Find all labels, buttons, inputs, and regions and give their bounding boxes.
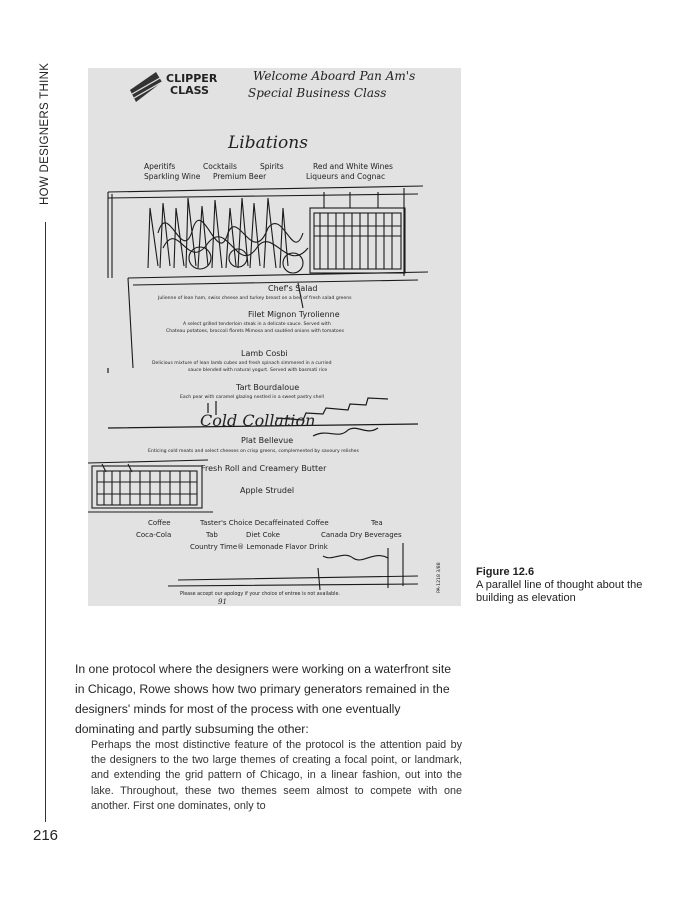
cold-collation: Cold Collation <box>200 411 316 430</box>
block-quote: Perhaps the most distinctive feature of the protocol is the attention paid by the designers to the two large themes of creating a focal point, or landmark, and extending the grid pattern of Chicago, in a linear fashion, out into the lake. Throughout, these two themes seem almost to compete with one another. First one dominates, only to <box>91 739 462 812</box>
apple-strudel: Apple Strudel <box>240 486 295 495</box>
bev-tab: Tab <box>206 531 218 539</box>
plat-desc: Enticing cold meats and select cheeses on crisp greens, complemented by savoury relishes <box>148 449 359 454</box>
bev-decaf: Taster's Choice Decaffeinated Coffee <box>200 519 329 527</box>
bev-dietcoke: Diet Coke <box>246 531 280 539</box>
plat-bellevue: Plat Bellevue <box>241 436 294 445</box>
lamb-desc-1: Delicious mixture of lean lamb cubes and fresh spinach simmered in a curried <box>152 361 332 366</box>
figure-label: Figure 12.6 <box>476 566 535 578</box>
logo-line-2: CLASS <box>170 84 209 97</box>
bev-canadadry: Canada Dry Beverages <box>321 531 402 539</box>
tart-desc: Each pear with caramel glazing nestled in a sweet pastry shell <box>180 395 324 400</box>
filet-mignon: Filet Mignon Tyrolienne <box>248 310 340 319</box>
welcome-line-2: Special Business Class <box>248 86 387 100</box>
apology-note: Please accept our apology if your choice of entree is not available. <box>180 592 340 597</box>
lamb: Lamb Cosbi <box>241 349 288 358</box>
filet-desc-1: A select grilled tenderloin steak in a delicate sauce. Served with <box>183 322 331 327</box>
bev-tea: Tea <box>371 519 383 527</box>
figure-image <box>88 68 461 606</box>
filet-desc-2: Chateau potatoes, broccoli florets Mimosa and sautéed onions with tomatoes <box>166 329 344 334</box>
drink-sparkling: Sparkling Wine <box>144 172 201 181</box>
figure-caption <box>476 566 676 605</box>
chefs-salad-desc: Julienne of lean ham, swiss cheese and turkey breast on a bed of fresh salad greens <box>158 296 352 301</box>
drink-wines: Red and White Wines <box>313 162 393 171</box>
drink-spirits: Spirits <box>260 162 284 171</box>
side-code: PA-1218 3/88 <box>437 562 442 593</box>
fresh-roll: Fresh Roll and Creamery Butter <box>201 464 327 473</box>
bev-coffee: Coffee <box>148 519 171 527</box>
margin-rule <box>45 222 46 822</box>
libations-heading: Libations <box>228 133 308 153</box>
bev-cocacola: Coca-Cola <box>136 531 172 539</box>
bev-lemonade: Country Time® Lemonade Flavor Drink <box>190 543 328 551</box>
running-head: HOW DESIGNERS THINK <box>39 62 51 205</box>
drink-cocktails: Cocktails <box>203 162 237 171</box>
drink-aperitifs: Aperitifs <box>144 162 176 171</box>
tart: Tart Bourdaloue <box>236 383 300 392</box>
logo-line-1: CLIPPER <box>166 72 218 85</box>
lamb-desc-2: sauce blended with natural yogurt. Served with basmati rice <box>188 368 328 373</box>
figure-caption-text: A parallel line of thought about the building as elevation <box>476 579 643 604</box>
body-paragraph: In one protocol where the designers were working on a waterfront site in Chicago, Rowe shows how two primary generators remained in the designers' minds for most of the process with one eventually dominating and partly subsuming the other: <box>75 662 451 736</box>
chefs-salad: Chef's Salad <box>268 284 318 293</box>
drink-beer: Premium Beer <box>213 172 267 181</box>
handwritten-note: 91 <box>218 598 227 606</box>
drink-liqueurs: Liqueurs and Cognac <box>306 172 386 181</box>
welcome-line-1: Welcome Aboard Pan Am's <box>253 69 416 83</box>
page-number: 216 <box>33 827 59 844</box>
